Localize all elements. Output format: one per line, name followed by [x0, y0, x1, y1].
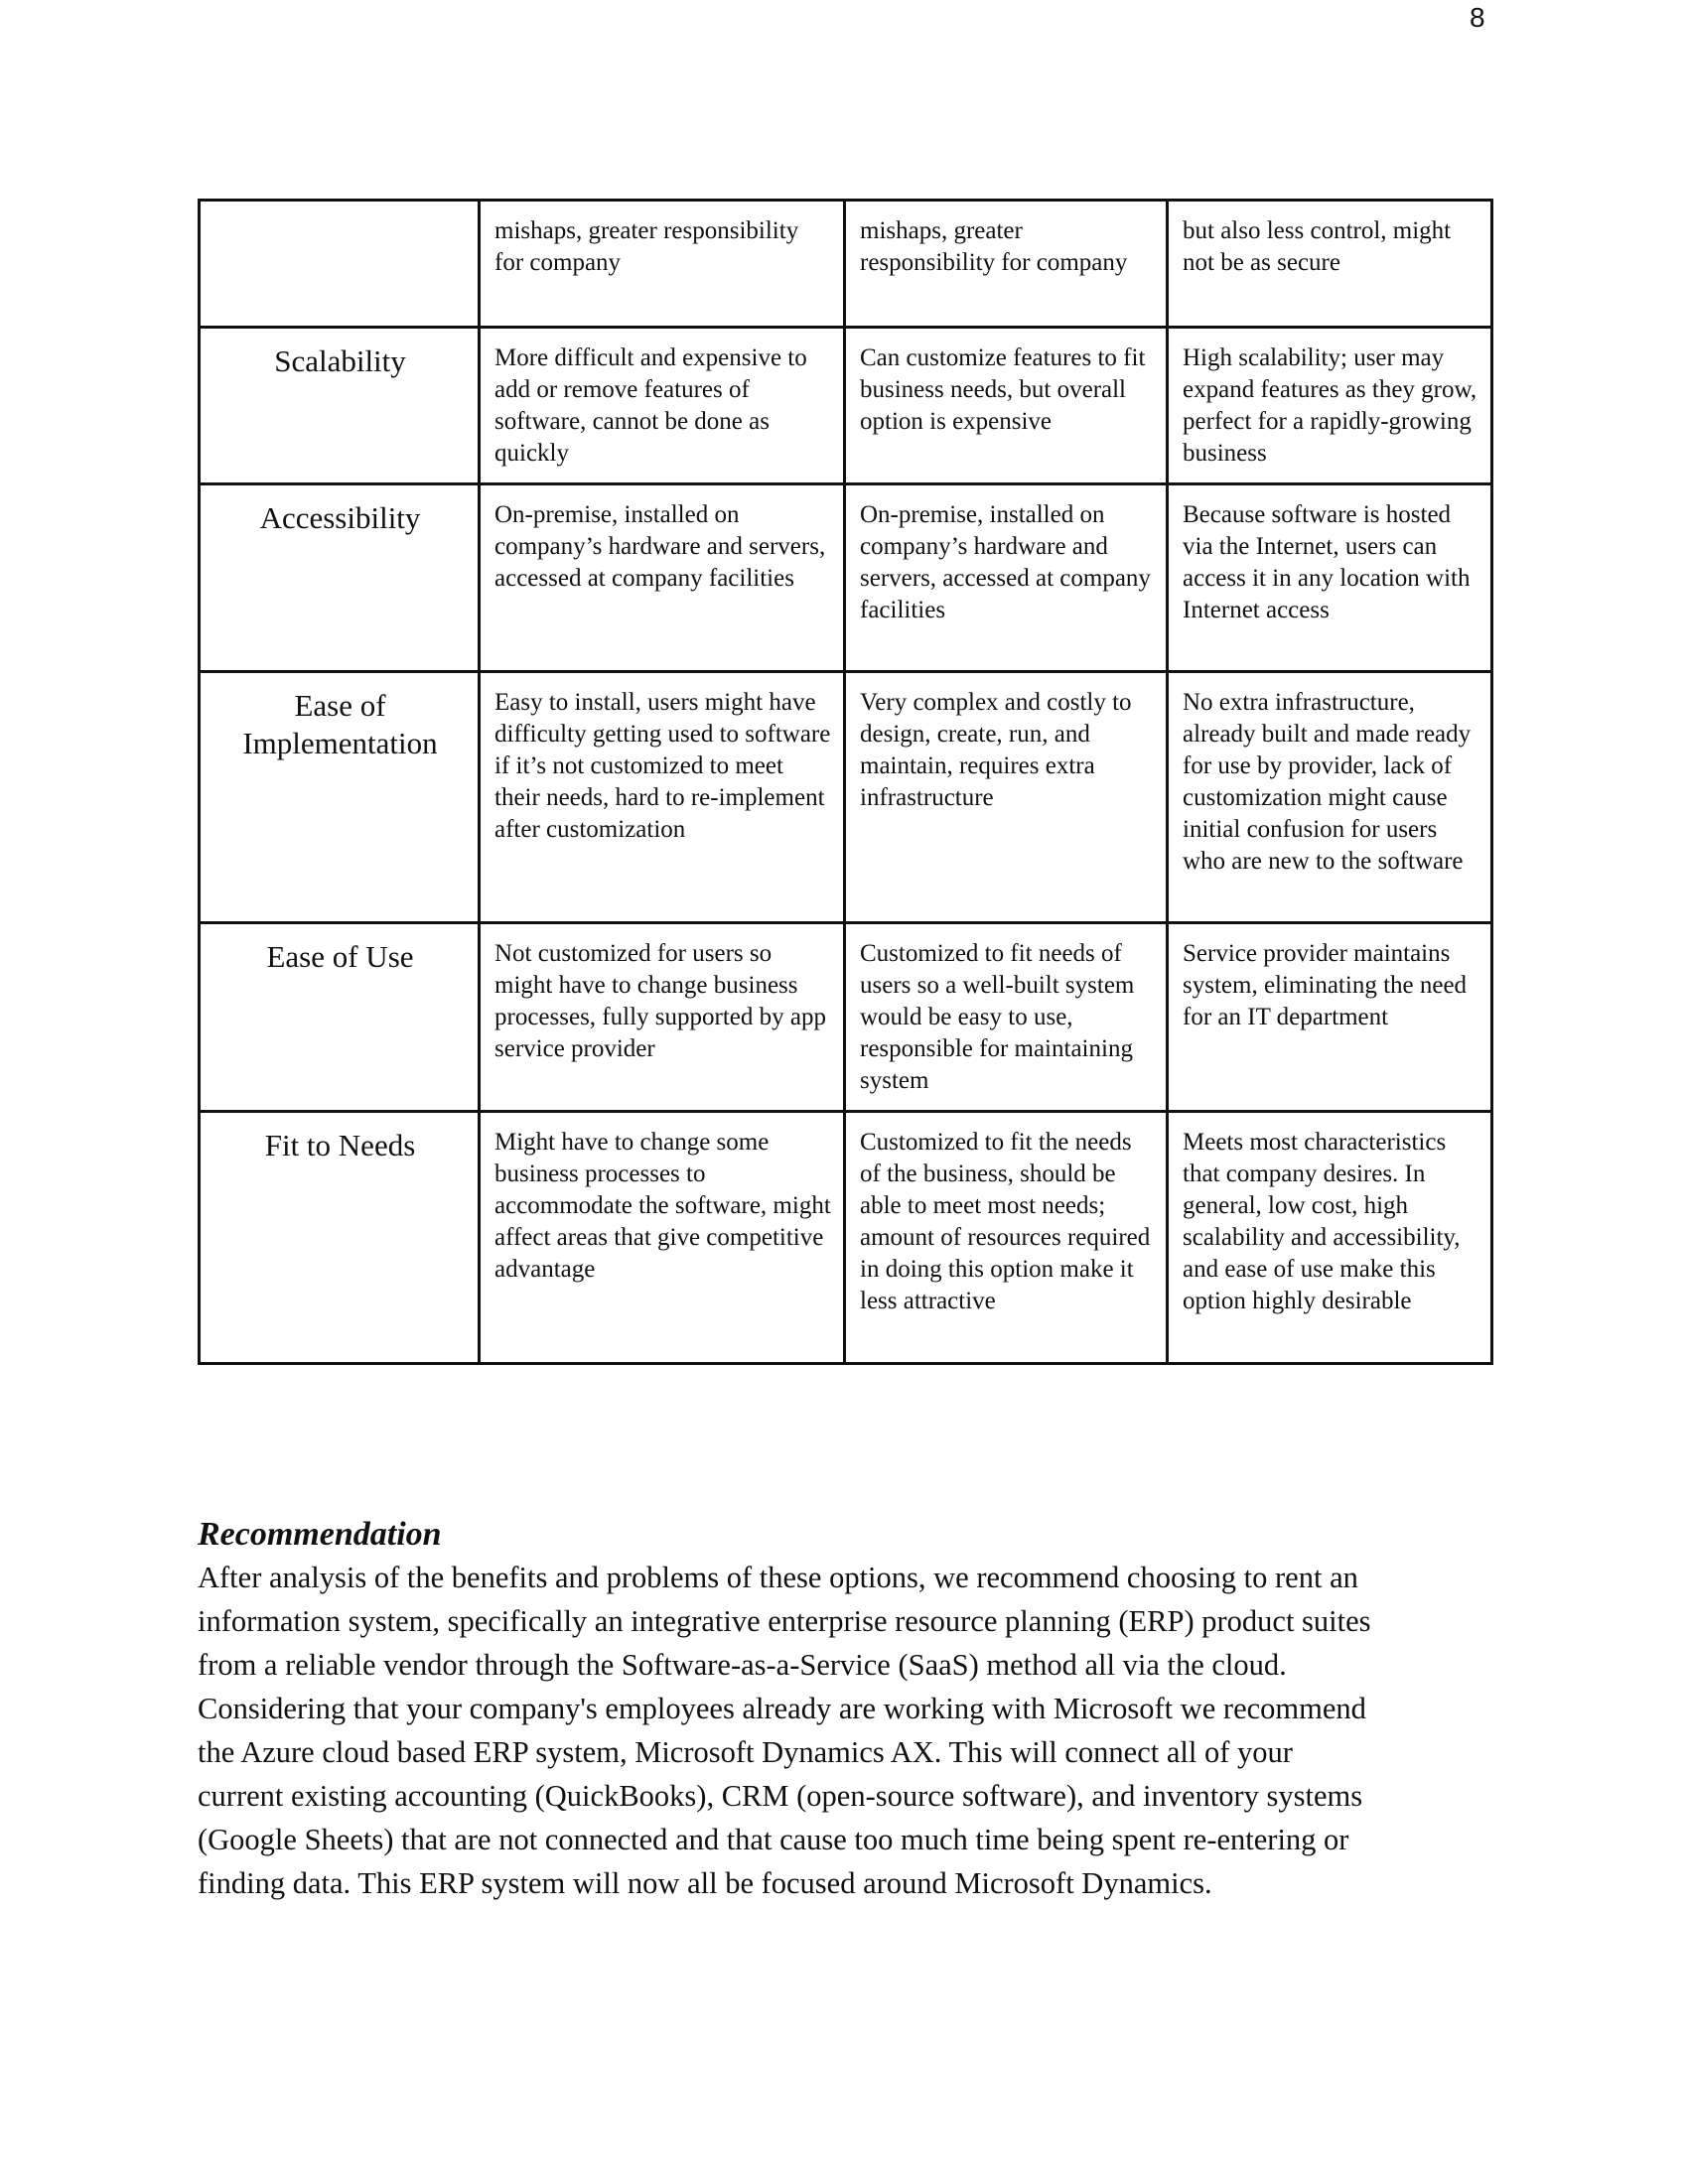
option-cell-rent: but also less control, might not be as secure [1168, 201, 1492, 328]
table-row-ease-of-implementation [200, 672, 1492, 923]
table-row-scalability [200, 328, 1492, 484]
paragraph-line: information system, specifically an integrative enterprise resource planning (ERP) product suites [198, 1604, 1371, 1638]
option-cell-build: Customized to fit needs of users so a well-built system would be easy to use, responsible for maintaining system [845, 923, 1168, 1112]
comparison-table [198, 199, 1493, 1365]
option-cell-buy: Easy to install, users might have difficulty getting used to software if it’s not customized to meet their needs, hard to re-implement after customization [480, 672, 845, 923]
paragraph-line: Considering that your company's employees already are working with Microsoft we recommend [198, 1692, 1366, 1725]
option-cell-build: On-premise, installed on company’s hardware and servers, accessed at company facilities [845, 484, 1168, 672]
recommendation-section [198, 1514, 1518, 1905]
paragraph-line: current existing accounting (QuickBooks), CRM (open-source software), and inventory systems [198, 1779, 1363, 1813]
criterion-cell [200, 201, 480, 328]
table-row-fit-to-needs [200, 1112, 1492, 1364]
criterion-cell: Ease of Use [200, 923, 480, 1112]
option-cell-rent: High scalability; user may expand features as they grow, perfect for a rapidly-growing business [1168, 328, 1492, 484]
option-cell-rent: Because software is hosted via the Internet, users can access it in any location with Internet access [1168, 484, 1492, 672]
paragraph-line: After analysis of the benefits and problems of these options, we recommend choosing to rent an [198, 1561, 1358, 1594]
paragraph-line: (Google Sheets) that are not connected and that cause too much time being spent re-entering or [198, 1823, 1349, 1856]
option-cell-build: Customized to fit the needs of the business, should be able to meet most needs; amount of resources required in doing this option make it less attractive [845, 1112, 1168, 1364]
criterion-cell: Scalability [200, 328, 480, 484]
option-cell-rent: No extra infrastructure, already built and made ready for use by provider, lack of customization might cause initial confusion for users who are new to the software [1168, 672, 1492, 923]
option-cell-buy: Might have to change some business processes to accommodate the software, might affect areas that give competitive advantage [480, 1112, 845, 1364]
option-cell-rent: Meets most characteristics that company desires. In general, low cost, high scalability and accessibility, and ease of use make this option highly desirable [1168, 1112, 1492, 1364]
option-cell-build: mishaps, greater responsibility for company [845, 201, 1168, 328]
option-cell-buy: On-premise, installed on company’s hardware and servers, accessed at company facilities [480, 484, 845, 672]
option-cell-buy: mishaps, greater responsibility for company [480, 201, 845, 328]
option-cell-build: Can customize features to fit business needs, but overall option is expensive [845, 328, 1168, 484]
option-cell-buy: Not customized for users so might have to change business processes, fully supported by app service provider [480, 923, 845, 1112]
paragraph-line: finding data. This ERP system will now all be focused around Microsoft Dynamics. [198, 1866, 1212, 1900]
option-cell-rent: Service provider maintains system, eliminating the need for an IT department [1168, 923, 1492, 1112]
paragraph-line: from a reliable vendor through the Software-as-a-Service (SaaS) method all via the cloud. [198, 1648, 1287, 1682]
paragraph-line: the Azure cloud based ERP system, Microsoft Dynamics AX. This will connect all of your [198, 1735, 1293, 1769]
criterion-cell: Ease of Implementation [200, 672, 480, 923]
recommendation-paragraph [198, 1556, 1518, 1905]
page-number: 8 [1470, 2, 1485, 33]
table-row-ease-of-use [200, 923, 1492, 1112]
table-row-accessibility [200, 484, 1492, 672]
option-cell-build: Very complex and costly to design, create, run, and maintain, requires extra infrastructure [845, 672, 1168, 923]
criterion-cell: Fit to Needs [200, 1112, 480, 1364]
table-row-security-continued [200, 201, 1492, 328]
section-heading: Recommendation [198, 1516, 442, 1553]
criterion-cell: Accessibility [200, 484, 480, 672]
option-cell-buy: More difficult and expensive to add or remove features of software, cannot be done as quickly [480, 328, 845, 484]
